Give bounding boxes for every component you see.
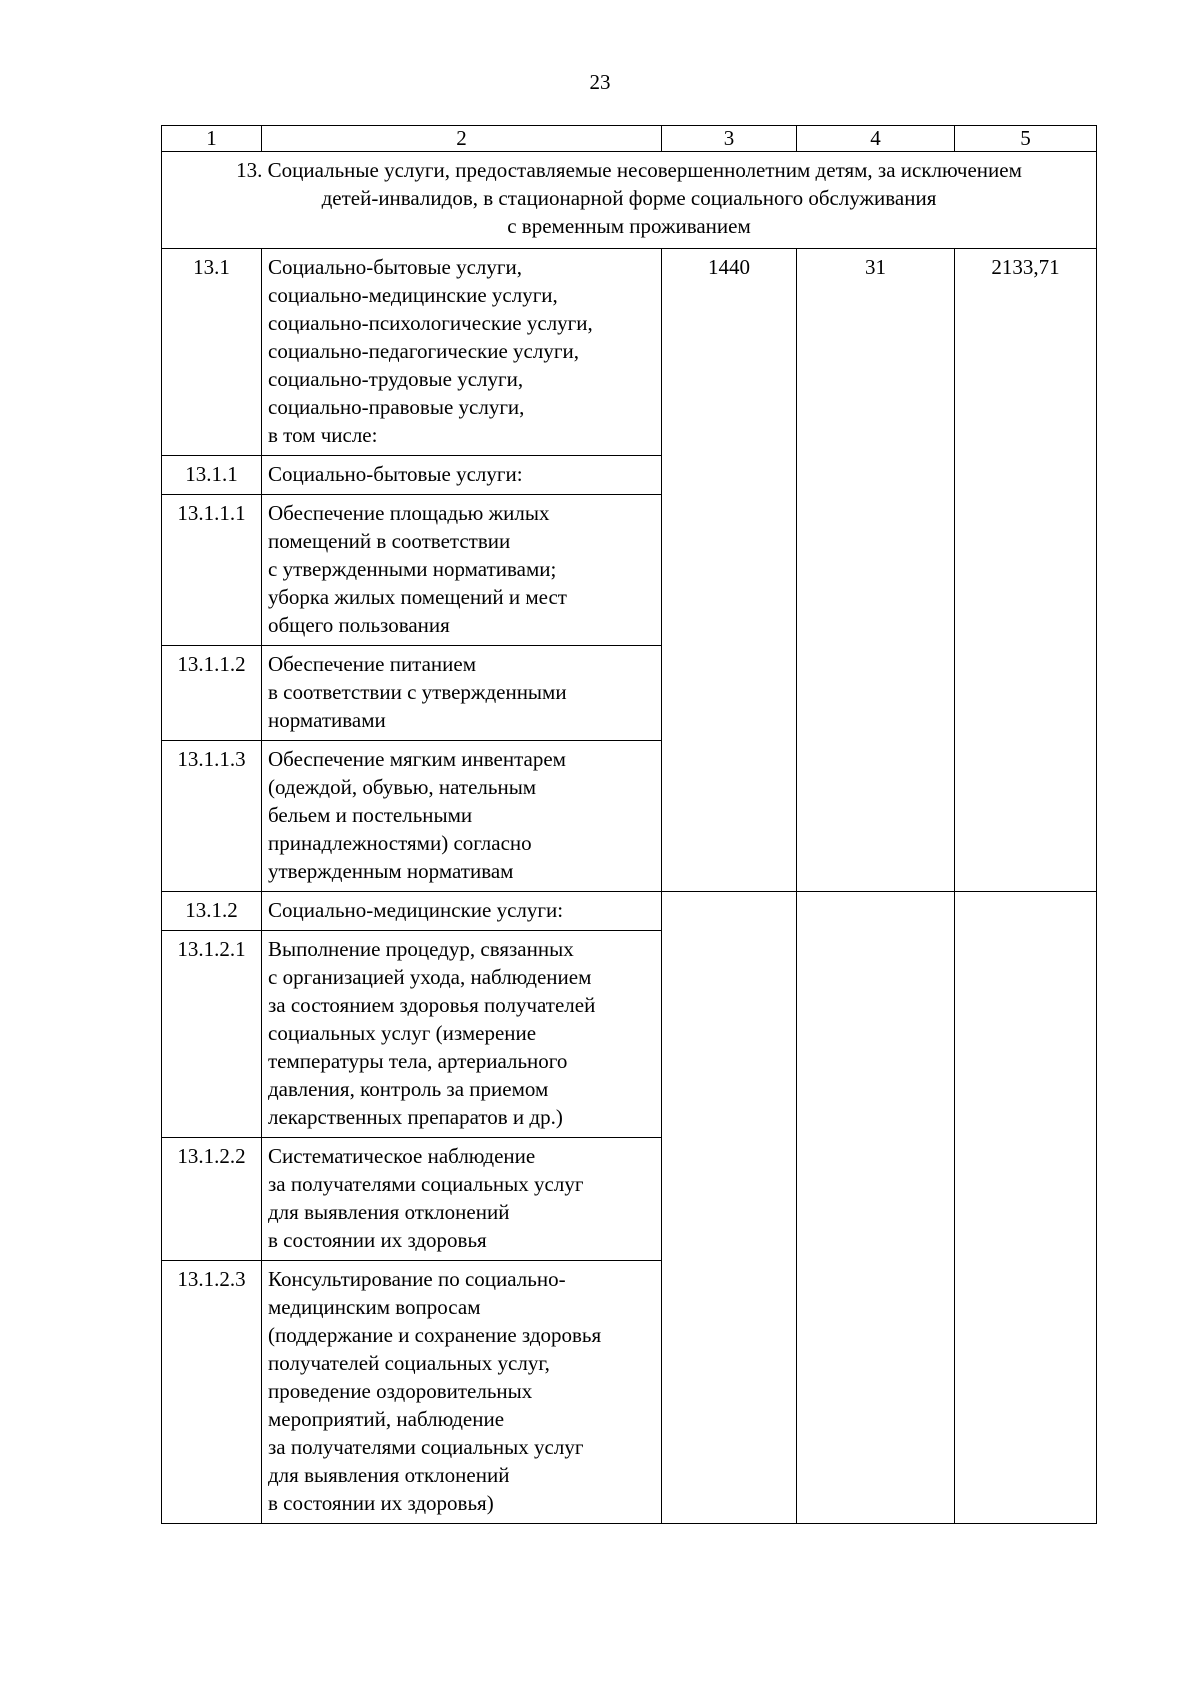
empty-value-col4 xyxy=(797,892,955,1524)
row-description: Обеспечение питанием в соответствии с утвержденными нормативами xyxy=(262,646,662,741)
table-row xyxy=(162,892,1097,931)
row-description: Социально-медицинские услуги: xyxy=(262,892,662,931)
table-header-row xyxy=(162,126,1097,152)
column-header-5: 5 xyxy=(955,126,1097,152)
services-table xyxy=(161,125,1097,1524)
column-header-2: 2 xyxy=(262,126,662,152)
row-number: 13.1.1.1 xyxy=(162,495,262,646)
column-header-1: 1 xyxy=(162,126,262,152)
row-number: 13.1.2 xyxy=(162,892,262,931)
row-number: 13.1.2.3 xyxy=(162,1261,262,1524)
value-col4: 31 xyxy=(797,249,955,892)
row-description: Социально-бытовые услуги: xyxy=(262,456,662,495)
row-description: Обеспечение мягким инвентарем (одеждой, обувью, нательным бельем и постельными принадлежностями) согласно утвержденным нормативам xyxy=(262,741,662,892)
row-description: Обеспечение площадью жилых помещений в соответствии с утвержденными нормативами; уборка жилых помещений и мест общего пользования xyxy=(262,495,662,646)
row-number: 13.1.1.3 xyxy=(162,741,262,892)
row-number: 13.1.2.2 xyxy=(162,1138,262,1261)
column-header-4: 4 xyxy=(797,126,955,152)
row-description: Социально-бытовые услуги, социально-медицинские услуги, социально-психологические услуги, социально-педагогические услуги, социально-трудовые услуги, социально-правовые услуги, в том числе: xyxy=(262,249,662,456)
value-col3: 1440 xyxy=(662,249,797,892)
row-description: Выполнение процедур, связанных с организацией ухода, наблюдением за состоянием здоровья получателей социальных услуг (измерение температуры тела, артериального давления, контроль за приемом лекарственных препаратов и др.) xyxy=(262,931,662,1138)
section-title: 13. Социальные услуги, предоставляемые несовершеннолетним детям, за исключением детей-инвалидов, в стационарной форме социального обслуживания с временным проживанием xyxy=(162,152,1097,249)
column-header-3: 3 xyxy=(662,126,797,152)
empty-value-col5 xyxy=(955,892,1097,1524)
section-title-row xyxy=(162,152,1097,249)
row-number: 13.1.1.2 xyxy=(162,646,262,741)
empty-value-col3 xyxy=(662,892,797,1524)
row-number: 13.1 xyxy=(162,249,262,456)
row-description: Систематическое наблюдение за получателями социальных услуг для выявления отклонений в состоянии их здоровья xyxy=(262,1138,662,1261)
row-description: Консультирование по социально- медицинским вопросам (поддержание и сохранение здоровья получателей социальных услуг, проведение оздоровительных мероприятий, наблюдение за получателями социальных услуг для выявления отклонений в состоянии их здоровья) xyxy=(262,1261,662,1524)
value-col5: 2133,71 xyxy=(955,249,1097,892)
table-row xyxy=(162,249,1097,456)
row-number: 13.1.2.1 xyxy=(162,931,262,1138)
page-number: 23 xyxy=(589,70,611,94)
row-number: 13.1.1 xyxy=(162,456,262,495)
